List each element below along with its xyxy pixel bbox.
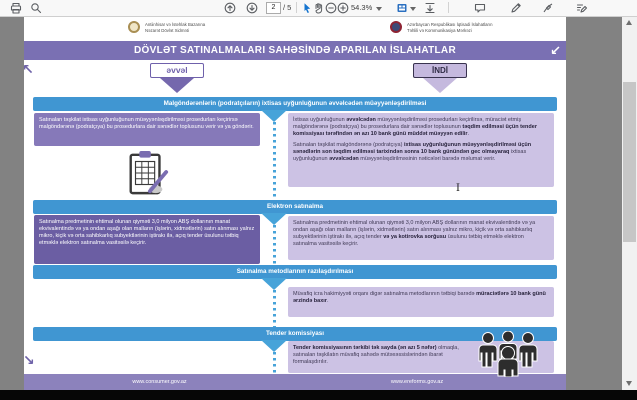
vertical-scrollbar[interactable] bbox=[622, 16, 637, 390]
committee-people-icon bbox=[476, 331, 540, 377]
comment-button[interactable] bbox=[474, 2, 487, 15]
hand-icon bbox=[313, 2, 325, 14]
pencil-icon bbox=[510, 2, 522, 14]
paragraph: Müvafiq icra hakimiyyəti orqanı digər satınalma metodlarının tətbiqi barədə müraciətlərə 10 bank günü ərzində baxır. bbox=[293, 291, 546, 305]
clipboard-pen-icon bbox=[124, 150, 170, 196]
page-title: DÖVLƏT SATINALMALARI SAHƏSİNDƏ APARILAN İSLAHATLAR bbox=[24, 41, 566, 60]
edit-icon bbox=[576, 2, 588, 14]
search-icon bbox=[30, 2, 42, 14]
paragraph: İxtisas uyğunluğunun əvvəlcədən müəyyənləşdirilməsi prosedurları keçirilirsə, müraciət etmiş malgöndərənə (podratçıya) bu prosedurlara dair sənədlər toplusunun təqdim edilməsi üçün tender komissiyası tərəfindən ən azı 10 bank günü müddət müəyyən edilir. bbox=[293, 117, 537, 138]
text-cursor: I bbox=[456, 183, 460, 194]
corner-arrow-icon: ↘ bbox=[23, 352, 35, 368]
page-total-label: / 5 bbox=[283, 3, 292, 12]
corner-arrow-icon: ↖ bbox=[22, 61, 34, 77]
section-3-header: Satınalma metodlarının razılaşdırılması bbox=[33, 265, 557, 279]
triangle-down-icon bbox=[626, 381, 632, 386]
printer-icon bbox=[10, 2, 22, 14]
section-1-before-box: Satınalan təşkilat ixtisas uyğunluğunun müəyyənləşdirilməsi prosedurları keçirirsə malgöndərənə (podratçıya) bu prosedurlara dair sənədlər toplusunu verir və ya göndərir. bbox=[34, 113, 260, 146]
fill-sign-button[interactable] bbox=[542, 2, 555, 15]
page-number-input[interactable]: 2 bbox=[266, 2, 281, 14]
zoom-level-dropdown[interactable]: 54.3% bbox=[351, 3, 373, 12]
badge-now: İNDİ bbox=[413, 63, 467, 78]
toolbar-separator bbox=[296, 2, 297, 13]
chevron-down-icon bbox=[261, 110, 287, 122]
logo-right-text: Azərbaycan Respublikası İqtisadi İslahatların Təhlili və Kommunikasiya Mərkəzi bbox=[407, 22, 493, 33]
toolbar bbox=[0, 0, 637, 17]
fit-width-icon bbox=[424, 2, 436, 14]
dotted-connector bbox=[273, 225, 276, 265]
paragraph: Satınalma predmetinin ehtimal olunan qiyməti 3,0 milyon ABŞ dollarının manat ekvivalentində və ya ondan aşağı olan malların (işlərin, xidmətlərin) satın alınması yalnız mikro, kiçik və orta sahibkarlıq subyektlərinin iştirakı ilə, açıq tender və ya kotirovka sorğusu üsulunu tətbiq etməklə elektron satınalma vasitəsilə keçirir. bbox=[293, 220, 536, 248]
draw-tool-button[interactable] bbox=[510, 2, 523, 15]
footer-url-ereforms: www.ereforms.gov.az bbox=[390, 379, 444, 385]
antimonopoly-emblem-icon bbox=[128, 21, 140, 33]
previous-page-button[interactable] bbox=[224, 2, 237, 15]
footer-url-consumer: www.consumer.gov.az bbox=[132, 379, 187, 385]
chevron-down-icon bbox=[261, 278, 287, 290]
scrollbar-thumb[interactable] bbox=[623, 82, 636, 242]
dotted-connector bbox=[273, 290, 276, 327]
triangle-up-icon bbox=[626, 20, 632, 25]
section-2-before-box: Satınalma predmetinin ehtimal olunan qiyməti 3,0 milyon ABŞ dollarının manat ekvivalentində və ya ondan aşağı olan malların (işlərin, xidmətlərin) satın alınması yalnız mikro, kiçik və orta sahibkarlıq subyektlərinin iştirakı ilə, açıq tender üsulunu tətbiq etməklə elektron satınalma vasitəsilə keçirir. bbox=[34, 215, 260, 264]
section-2-now-box bbox=[288, 216, 554, 260]
dotted-connector bbox=[273, 352, 276, 374]
reforms-center-emblem-icon bbox=[390, 21, 402, 33]
arrow-up-circle-icon bbox=[224, 2, 236, 14]
page-fit-icon bbox=[396, 2, 408, 14]
dotted-connector bbox=[273, 122, 276, 200]
paragraph: Tender komissiyasının tərkibi tək sayda (ən azı 5 nəfər) olmaqla, satınalan təşkilatın müvafiq sahədə mütəxəssislərindən ibarət formalaşdırılır. bbox=[293, 345, 459, 366]
chevron-down-icon bbox=[261, 213, 287, 225]
section-2-header: Elektron satınalma bbox=[33, 200, 557, 214]
page-display-button[interactable] bbox=[396, 2, 409, 15]
print-button[interactable] bbox=[10, 2, 23, 15]
toolbar-separator bbox=[448, 2, 449, 13]
arrow-down-icon bbox=[160, 78, 194, 93]
arrow-down-circle-icon bbox=[246, 2, 258, 14]
scroll-up-button[interactable] bbox=[622, 16, 637, 29]
minus-circle-icon bbox=[325, 2, 337, 14]
fountain-pen-icon bbox=[542, 2, 554, 14]
cursor-icon bbox=[301, 2, 313, 14]
zoom-in-button[interactable] bbox=[337, 2, 350, 15]
chevron-down-icon[interactable] bbox=[376, 7, 382, 11]
comment-bubble-icon bbox=[474, 2, 486, 14]
chevron-down-icon[interactable] bbox=[410, 7, 416, 11]
document-viewer bbox=[0, 16, 637, 390]
chevron-down-icon bbox=[261, 340, 287, 352]
next-page-button[interactable] bbox=[246, 2, 259, 15]
paragraph: Satınalan təşkilat malgöndərənə (podratçıya) ixtisas uyğunluğunun müəyyənləşdirilməsi üçün sənədlərin son təqdim edilməsi tarixindən sonra 10 bank günündən gec olmayaraq ixtisas uyğunluğunun əvvəlcədən müəyyənləşdirilməsinin nəticələri barədə məlumat verir. bbox=[293, 142, 532, 163]
fit-width-button[interactable] bbox=[424, 2, 437, 15]
arrow-down-icon bbox=[423, 78, 457, 93]
letterbox-bar bbox=[0, 390, 637, 400]
edit-tool-button[interactable] bbox=[576, 2, 589, 15]
section-1-now-box bbox=[288, 113, 554, 187]
plus-circle-icon bbox=[337, 2, 349, 14]
section-1-header: Malgöndərənlərin (podratçıların) ixtisas uyğunluğunun əvvəlcədən müəyyənləşdirilməsi bbox=[33, 97, 557, 111]
logo-left-text: Antiinhisar və İstehlak Bazarına Nəzarət Dövlət Xidməti bbox=[145, 22, 206, 33]
section-4-header: Tender komissiyası bbox=[33, 327, 557, 341]
badge-before: əvvəl bbox=[150, 63, 204, 78]
section-3-now-box bbox=[288, 287, 554, 317]
corner-arrow-icon: ↙ bbox=[550, 43, 561, 58]
search-button[interactable] bbox=[30, 2, 43, 15]
scroll-down-button[interactable] bbox=[622, 377, 637, 390]
pdf-page bbox=[24, 17, 566, 390]
